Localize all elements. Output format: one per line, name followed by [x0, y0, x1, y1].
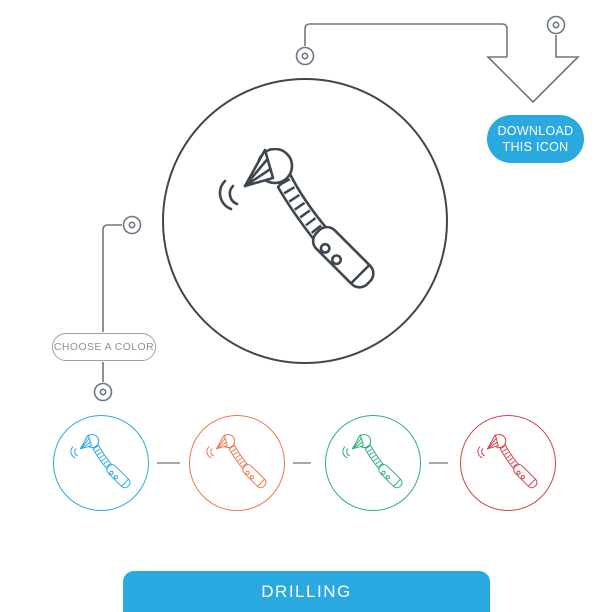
dental-drill-icon: [476, 434, 540, 492]
download-arrow-icon: [488, 35, 578, 102]
connector-dot-icon: [297, 48, 314, 65]
color-variant-red[interactable]: [460, 415, 556, 511]
download-button-line2: THIS ICON: [502, 140, 569, 154]
color-variant-orange[interactable]: [189, 415, 285, 511]
connector-dot-icon: [95, 384, 112, 401]
connector-dot-icon: [124, 217, 141, 234]
title-banner[interactable]: [123, 571, 490, 612]
download-icon-button[interactable]: [487, 115, 584, 163]
connector-dot-icon: [548, 17, 565, 34]
title-banner-text: DRILLING: [261, 581, 352, 601]
color-variant-blue[interactable]: [53, 415, 149, 511]
download-button-line1: DOWNLOAD: [497, 123, 574, 138]
top-connector-line: [305, 24, 507, 57]
dental-drill-icon: [205, 434, 269, 492]
choose-color-label: [52, 333, 156, 361]
dental-drill-icon: [341, 434, 405, 492]
choose-color-text: CHOOSE A COLOR: [53, 341, 155, 353]
dental-drill-icon: [215, 148, 381, 298]
color-variant-green[interactable]: [325, 415, 421, 511]
dental-drill-icon: [69, 434, 133, 492]
main-icon-circle: [162, 78, 448, 364]
